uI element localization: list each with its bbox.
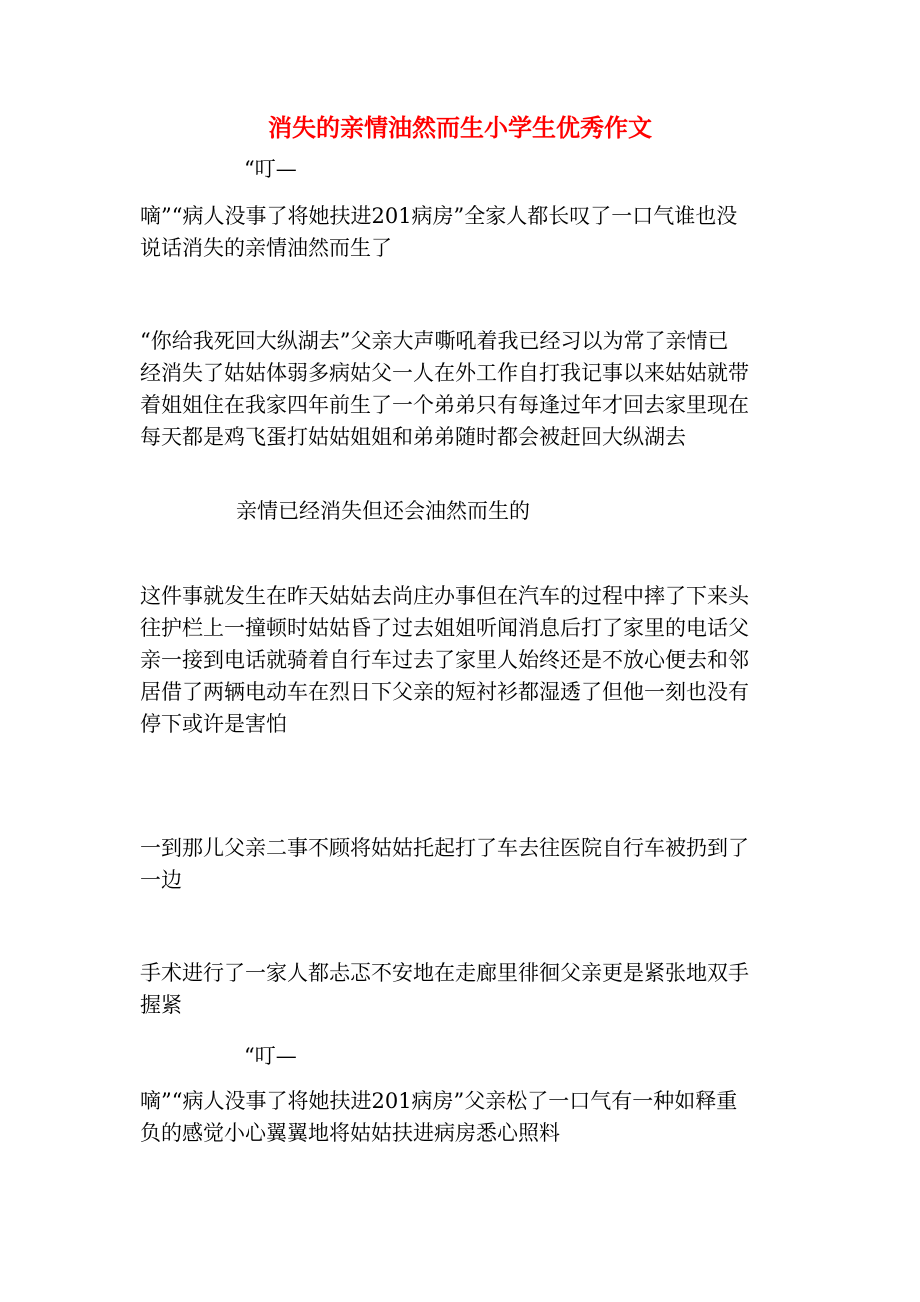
paragraph-3 xyxy=(140,325,784,453)
paragraph-line: 着姐姐住在我家四年前生了一个弟弟只有每逢过年才回去家里现在 xyxy=(140,393,749,417)
paragraph-line: 手术进行了一家人都忐忑不安地在走廊里徘徊父亲更是紧张地双手 xyxy=(140,961,749,985)
paragraph-1 xyxy=(140,153,888,185)
document-title: 消失的亲情油然而生小学生优秀作文 xyxy=(268,113,652,142)
paragraph-9 xyxy=(140,1085,784,1149)
paragraph-7 xyxy=(140,957,784,1021)
paragraph-line: 嘀”“病人没事了将她扶进201病房”全家人都长叹了一口气谁也没 xyxy=(140,204,738,228)
paragraph-line: 这件事就发生在昨天姑姑去尚庄办事但在汽车的过程中摔了下来头 xyxy=(140,584,749,608)
paragraph-line: 一到那儿父亲二事不顾将姑姑托起打了车去往医院自行车被扔到了 xyxy=(140,836,749,860)
paragraph-line: 握紧 xyxy=(140,993,182,1017)
paragraph-line: “叮— xyxy=(244,157,297,181)
paragraph-5 xyxy=(140,580,784,740)
paragraph-6 xyxy=(140,832,784,896)
paragraph-line: 负的感觉小心翼翼地将姑姑扶进病房悉心照料 xyxy=(140,1121,560,1145)
paragraph-8 xyxy=(140,1040,888,1072)
paragraph-line: 经消失了姑姑体弱多病姑父一人在外工作自打我记事以来姑姑就带 xyxy=(140,361,749,385)
paragraph-line: 嘀”“病人没事了将她扶进201病房”父亲松了一口气有一种如释重 xyxy=(140,1089,738,1113)
paragraph-line: 往护栏上一撞顿时姑姑昏了过去姐姐听闻消息后打了家里的电话父 xyxy=(140,616,749,640)
paragraph-line: 说话消失的亲情油然而生了 xyxy=(140,236,392,260)
paragraph-line: 亲一接到电话就骑着自行车过去了家里人始终还是不放心便去和邻 xyxy=(140,648,749,672)
paragraph-line: 亲情已经消失但还会油然而生的 xyxy=(236,499,530,523)
paragraph-line: 每天都是鸡飞蛋打姑姑姐姐和弟弟随时都会被赶回大纵湖去 xyxy=(140,425,686,449)
paragraph-line: “你给我死回大纵湖去”父亲大声嘶吼着我已经习以为常了亲情已 xyxy=(140,329,729,353)
paragraph-line: 居借了两辆电动车在烈日下父亲的短衬衫都湿透了但他一刻也没有 xyxy=(140,680,749,704)
paragraph-line: “叮— xyxy=(244,1044,297,1068)
paragraph-line: 停下或许是害怕 xyxy=(140,712,287,736)
paragraph-line: 一边 xyxy=(140,868,182,892)
paragraph-2 xyxy=(140,200,784,264)
paragraph-4 xyxy=(140,495,880,527)
